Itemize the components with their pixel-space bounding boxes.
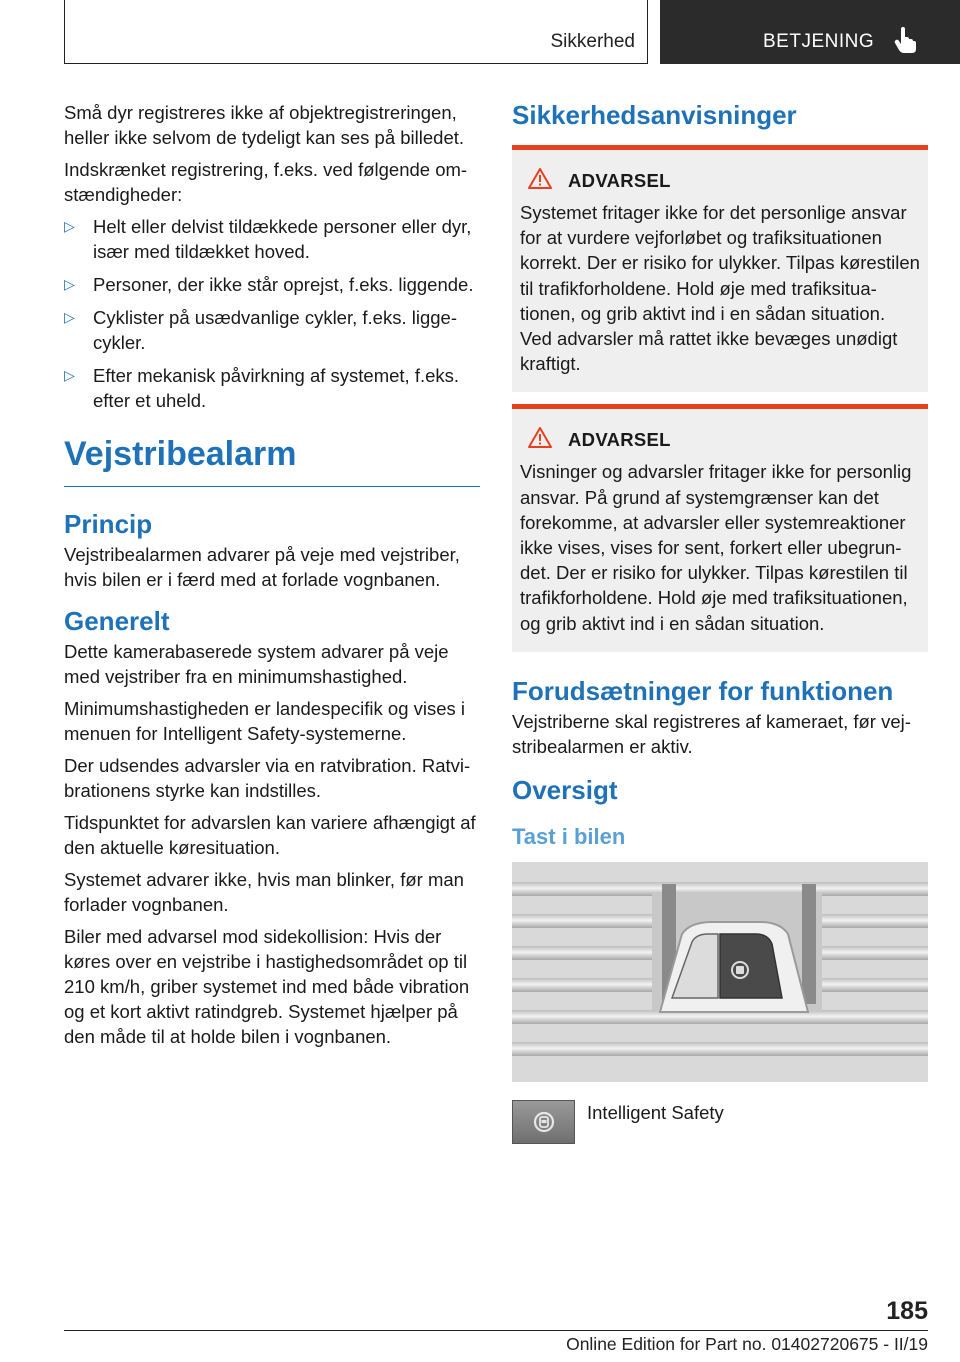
section-heading-overview: Oversigt — [512, 774, 618, 805]
section-heading-safety: Sikkerhedsanvisninger — [512, 100, 797, 130]
pointing-hand-icon — [894, 27, 916, 58]
bullet-list — [64, 214, 480, 413]
section-heading-prerequisites: Forudsætninger for funktionen — [512, 675, 894, 706]
legend-label: Intelligent Safety — [587, 1101, 724, 1123]
general-paragraph: Systemet advarer ikke, hvis man blinker, før man forlader vognbanen. — [64, 869, 464, 915]
list-item: ▷ Personer, der ikke står oprejst, f.eks. liggende. — [64, 272, 480, 297]
warning-text: Visninger og advarsler fritager ikke for personlig ansvar. På grund af systemgrænser kan det forekomme, at advarsler eller systemreaktioner ikke vises, vises for sent, forkert eller ubegrundet. Der er risiko for ulykker. Tilpas kørestilen til trafikforholdene. Hold øje med trafiksituationen, og grib aktivt ind i en sådan situation. — [520, 461, 912, 634]
warning-text: Systemet fritager ikke for det personlige ansvar for at vurdere vejforløbet og trafiksituationen korrekt. Der er risiko for ulykker. Tilpas kørestilen til trafikforholdene. Hold øje med trafiksituationen, og grib aktivt ind i en sådan situation. Ved advarsler må rattet ikke bevæges unødigt kraftigt. — [520, 202, 920, 375]
prerequisites-paragraph: Vejstriberne skal registreres af kameraet, før vejstribealarmen er aktiv. — [512, 710, 911, 757]
footer-edition-text: Online Edition for Part no. 01402720675 - II/19 — [566, 1334, 928, 1354]
right-column — [512, 100, 928, 1144]
general-paragraph: Biler med advarsel mod sidekollision: Hvis der køres over en vejstribe i hastighedsområdet op til 210 km/h, griber systemet ind med både vibration og et kort aktivt ratindgreb. Systemet hjælper på den måde til at holde bilen i vognbanen. — [64, 926, 470, 1047]
warning-box — [512, 404, 928, 651]
list-item: ▷ Helt eller delvist tildækkede personer eller dyr, især med tildækket hoved. — [64, 214, 480, 264]
warning-triangle-icon — [528, 427, 552, 453]
intelligent-safety-button-icon — [512, 1100, 575, 1144]
warning-label: ADVARSEL — [568, 170, 671, 191]
button-legend — [512, 1100, 928, 1144]
intro-paragraph: Indskrænket registrering, f.eks. ved følgende omstændigheder: — [64, 159, 468, 205]
section-heading-general: Generelt — [64, 606, 170, 636]
warning-label: ADVARSEL — [568, 429, 671, 451]
section-heading-principle: Princip — [64, 509, 153, 539]
header-chapter-title: BETJENING — [763, 31, 875, 52]
car-button-photo — [512, 862, 928, 1082]
general-paragraph: Der udsendes advarsler via en ratvibration. Ratvibrationens styrke kan indstilles. — [64, 755, 471, 801]
general-paragraph: Dette kamerabaserede system advarer på veje med vejstriber fra en minimumshastighed. — [64, 641, 449, 687]
left-column — [64, 100, 480, 1056]
warning-triangle-icon — [528, 168, 552, 194]
principle-paragraph: Vejstribealarmen advarer på veje med vejstriber, hvis bilen er i færd med at forlade vognbanen. — [64, 544, 460, 590]
footer-divider — [64, 1330, 928, 1331]
list-item: ▷ Cyklister på usædvanlige cykler, f.eks. liggecykler. — [64, 305, 480, 355]
header-section-tab — [64, 0, 648, 64]
intro-paragraph: Små dyr registreres ikke af objektregistreringen, heller ikke selvom de tydeligt kan ses på billedet. — [64, 102, 465, 148]
general-paragraph: Minimumshastigheden er landespecifik og vises i menuen for Intelligent Safety-systemerne. — [64, 698, 466, 744]
page-number: 185 — [886, 1297, 928, 1325]
warning-box — [512, 145, 928, 392]
header-chapter-tab — [660, 0, 960, 64]
list-item: ▷ Efter mekanisk påvirkning af systemet, f.eks. efter et uheld. — [64, 363, 480, 413]
chapter-heading: Vejstribealarm — [64, 435, 480, 487]
header-section-title: Sikkerhed — [550, 31, 635, 52]
subsection-heading-button: Tast i bilen — [512, 823, 626, 849]
general-paragraph: Tidspunktet for advarslen kan variere afhængigt af den aktuelle køresituation. — [64, 812, 476, 858]
